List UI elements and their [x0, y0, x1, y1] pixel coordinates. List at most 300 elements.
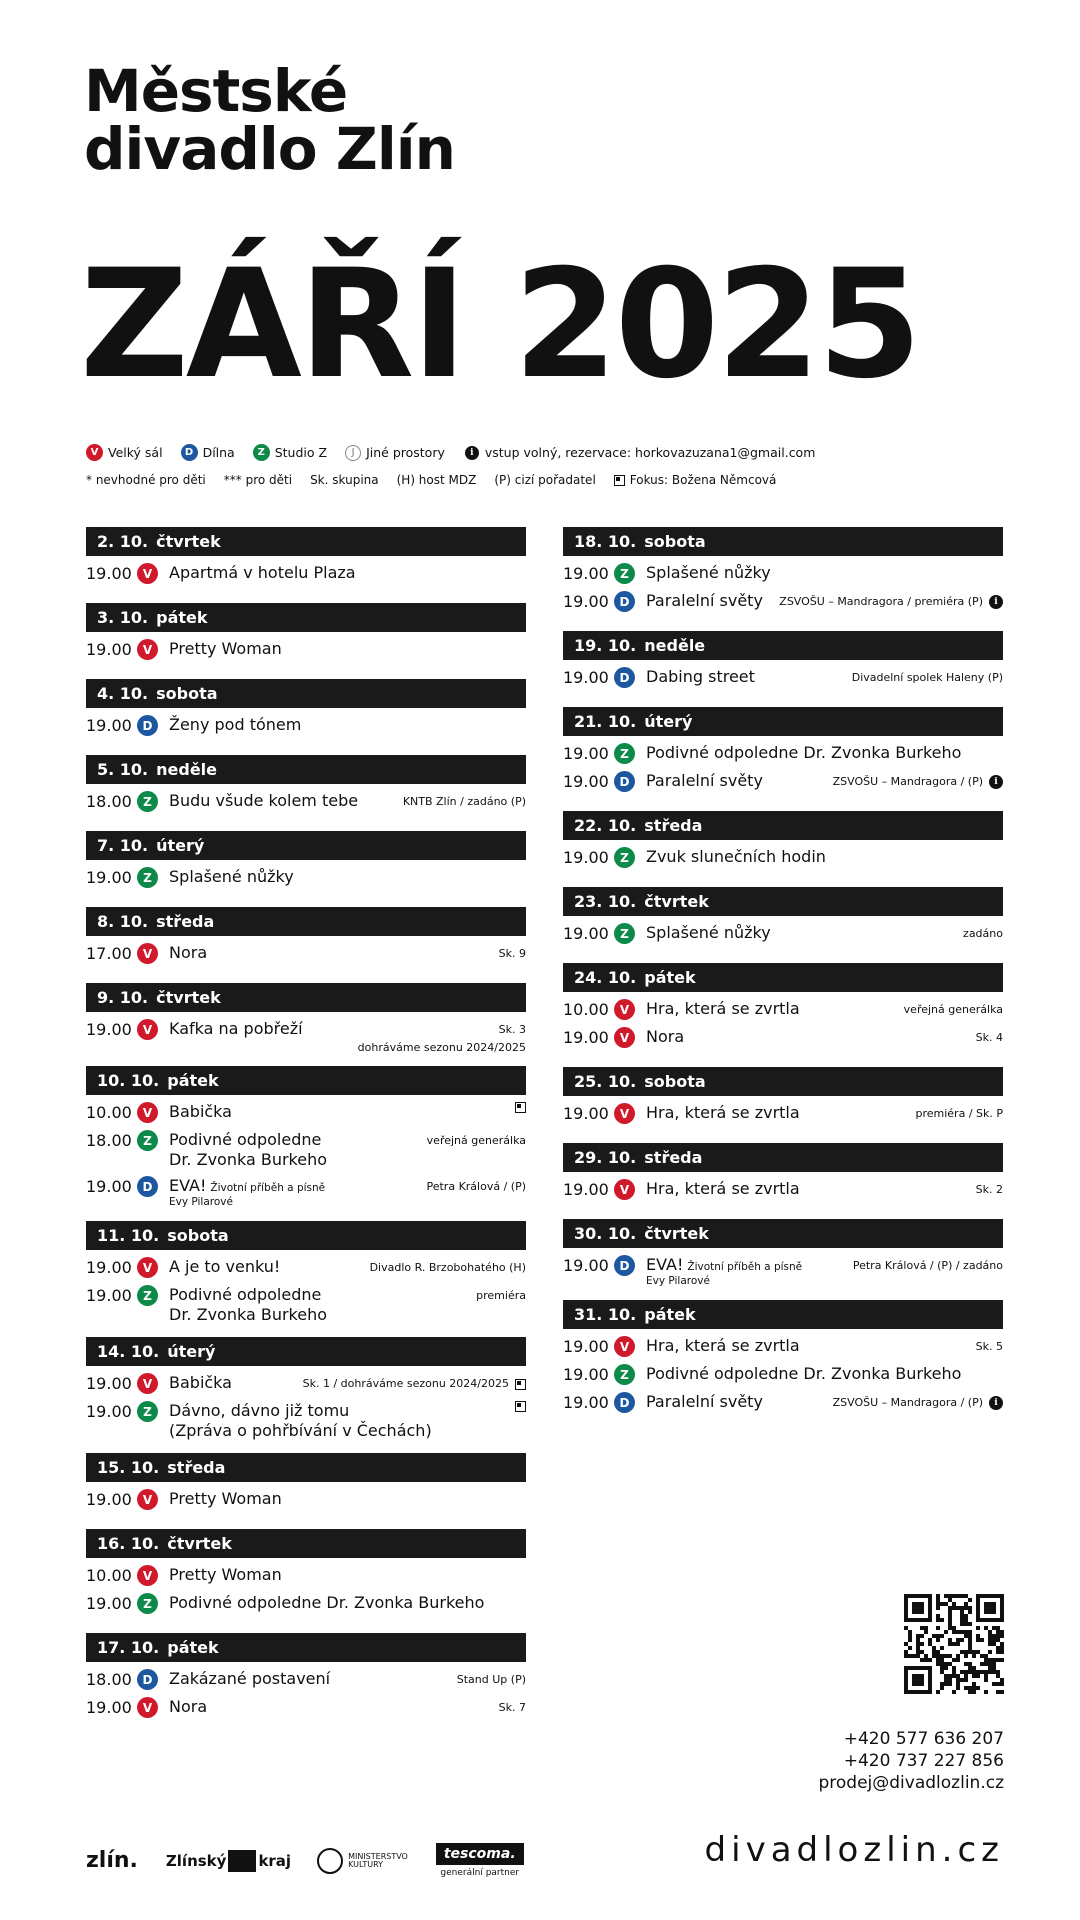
event-note-text: premiéra / Sk. P: [915, 1107, 1003, 1120]
event-time: 19.00: [563, 668, 609, 687]
legend-item-dilna: [181, 444, 235, 461]
qr-module: [952, 1674, 956, 1678]
event-title: Nora: [646, 1027, 685, 1046]
event-row[interactable]: [563, 1336, 1003, 1364]
legend-info-text: vstup volný, rezervace: horkovazuzana1@gmail.com: [484, 445, 816, 460]
qr-module: [940, 1658, 944, 1662]
qr-module: [996, 1638, 1000, 1642]
event-time: 18.00: [86, 1670, 132, 1689]
qr-module: [972, 1690, 976, 1694]
qr-module: [952, 1690, 956, 1694]
event-note: [904, 999, 1003, 1021]
tescoma-logo-text: tescoma.: [436, 1843, 524, 1865]
qr-module: [936, 1658, 940, 1662]
focus-icon: [614, 475, 625, 486]
event-title-block: [169, 1257, 370, 1277]
qr-module: [936, 1598, 940, 1602]
qr-module: [964, 1650, 968, 1654]
event-title: Pretty Woman: [169, 1489, 282, 1508]
day-weekday: pátek: [644, 968, 696, 987]
qr-module: [972, 1686, 976, 1690]
qr-module: [964, 1634, 968, 1638]
event-row[interactable]: [563, 1179, 1003, 1207]
event-time: 10.00: [563, 1000, 609, 1019]
day-weekday: středa: [156, 912, 215, 931]
qr-module: [960, 1630, 964, 1634]
venue-z-icon: Z: [614, 1364, 635, 1385]
day-weekday: úterý: [167, 1342, 216, 1361]
info-icon: i: [989, 1396, 1003, 1410]
qr-module: [996, 1682, 1000, 1686]
qr-module: [936, 1650, 940, 1654]
legend-item-velky-sal: [86, 444, 163, 461]
qr-module: [936, 1618, 940, 1622]
qr-module: [972, 1674, 976, 1678]
event-time: 10.00: [86, 1103, 132, 1122]
event-title-block: [646, 563, 1003, 583]
qr-module: [984, 1626, 988, 1630]
event-title: Babička: [169, 1373, 232, 1392]
venue-d-icon: D: [614, 591, 635, 612]
qr-module: [908, 1654, 912, 1658]
event-row[interactable]: [563, 743, 1003, 771]
event-row[interactable]: [86, 1102, 526, 1130]
day-date: 19. 10.: [574, 636, 637, 655]
event-time: 19.00: [563, 1365, 609, 1384]
event-title: Paralelní světy: [646, 1392, 763, 1411]
event-title-block: [646, 847, 1003, 867]
qr-finder-core: [912, 1602, 924, 1614]
event-time: 19.00: [86, 1020, 132, 1039]
tescoma-logo: [436, 1843, 524, 1878]
event-note-text: veřejná generálka: [426, 1134, 526, 1147]
venue-z-icon: Z: [614, 847, 635, 868]
qr-module: [996, 1646, 1000, 1650]
event-title-block: [646, 667, 852, 687]
event-row[interactable]: [86, 1176, 526, 1209]
event-time: 19.00: [86, 640, 132, 659]
qr-module: [1000, 1642, 1004, 1646]
event-title: Podivné odpoledne Dr. Zvonka Burkeho: [169, 1593, 485, 1612]
event-time: 19.00: [86, 1402, 132, 1421]
event-time: 18.00: [86, 1131, 132, 1150]
qr-module: [964, 1654, 968, 1658]
day-weekday: sobota: [156, 684, 218, 703]
venue-d-icon: D: [137, 1669, 158, 1690]
qr-module: [920, 1658, 924, 1662]
qr-module: [992, 1626, 996, 1630]
event-title-block: [169, 867, 526, 887]
qr-module: [956, 1594, 960, 1598]
day-date: 11. 10.: [97, 1226, 160, 1245]
day-block: [86, 831, 526, 895]
day-date: 7. 10.: [97, 836, 149, 855]
ministry-emblem-icon: [317, 1848, 343, 1874]
kraj-box-icon: [228, 1850, 256, 1872]
venue-z-icon: Z: [137, 1130, 158, 1151]
qr-module: [968, 1690, 972, 1694]
event-title: Ženy pod tónem: [169, 715, 302, 734]
qr-module: [948, 1638, 952, 1642]
qr-module: [904, 1642, 908, 1646]
qr-module: [932, 1654, 936, 1658]
event-time: 19.00: [563, 1393, 609, 1412]
event-note: [976, 1179, 1003, 1201]
qr-module: [976, 1650, 980, 1654]
qr-module: [928, 1642, 932, 1646]
day-header: [563, 707, 1003, 736]
qr-module: [948, 1618, 952, 1622]
qr-module: [948, 1642, 952, 1646]
qr-module: [1000, 1658, 1004, 1662]
event-time: 19.00: [563, 564, 609, 583]
event-time: 19.00: [86, 868, 132, 887]
qr-module: [968, 1662, 972, 1666]
qr-module: [996, 1670, 1000, 1674]
ministry-line2: KULTURY: [348, 1859, 383, 1869]
qr-module: [964, 1630, 968, 1634]
event-title-block: [169, 563, 526, 583]
qr-module: [980, 1670, 984, 1674]
venue-v-icon: V: [137, 1697, 158, 1718]
event-note: [499, 1019, 526, 1041]
website-link[interactable]: divadlozlin.cz: [704, 1830, 1004, 1870]
event-title-2: Dr. Zvonka Burkeho: [169, 1305, 327, 1324]
event-row[interactable]: [563, 591, 1003, 619]
qr-finder-core: [984, 1602, 996, 1614]
qr-module: [1000, 1630, 1004, 1634]
event-row[interactable]: [563, 667, 1003, 695]
event-title-block: [646, 1336, 976, 1356]
org-name-line2: divadlo Zlín: [84, 115, 455, 183]
qr-module: [940, 1602, 944, 1606]
qr-module: [908, 1634, 912, 1638]
event-title: Splašené nůžky: [169, 867, 294, 886]
day-header: [563, 527, 1003, 556]
legend-label: Jiné prostory: [366, 445, 445, 460]
event-title: Paralelní světy: [646, 591, 763, 610]
event-subtitle: Životní příběh a písně: [210, 1182, 326, 1194]
qr-module: [992, 1670, 996, 1674]
contact-block: [818, 1728, 1004, 1794]
qr-module: [1000, 1650, 1004, 1654]
venue-d-icon: D: [614, 667, 635, 688]
qr-module: [996, 1626, 1000, 1630]
venue-v-icon: V: [137, 943, 158, 964]
event-note-text: veřejná generálka: [903, 1003, 1003, 1016]
day-date: 24. 10.: [574, 968, 637, 987]
event-title-block: [646, 1364, 1003, 1384]
qr-module: [988, 1630, 992, 1634]
qr-module: [996, 1650, 1000, 1654]
legend-item-studio-z: [253, 444, 327, 461]
venue-d-icon: D: [614, 771, 635, 792]
qr-module: [984, 1662, 988, 1666]
day-weekday: pátek: [644, 1305, 696, 1324]
email-link[interactable]: prodej@divadlozlin.cz: [818, 1773, 1004, 1793]
qr-module: [948, 1682, 952, 1686]
day-block: [563, 1219, 1003, 1288]
event-title-block: [169, 1697, 499, 1717]
event-title: EVA!: [646, 1255, 684, 1274]
tescoma-caption: generální partner: [440, 1868, 520, 1878]
event-note-text: Sk. 4: [975, 1031, 1003, 1044]
qr-module: [980, 1654, 984, 1658]
day-block: [86, 1221, 526, 1325]
event-title: Kafka na pobřeží: [169, 1019, 303, 1038]
day-weekday: čtvrtek: [644, 1224, 709, 1243]
qr-module: [920, 1634, 924, 1638]
event-title-block: [169, 1669, 457, 1689]
event-note-2: dohráváme sezonu 2024/2025: [357, 1041, 526, 1054]
event-title: Hra, která se zvrtla: [646, 1179, 800, 1198]
event-title: Podivné odpoledne Dr. Zvonka Burkeho: [646, 1364, 962, 1383]
event-row[interactable]: [86, 639, 526, 667]
focus-icon: [515, 1102, 526, 1113]
event-row[interactable]: [86, 1669, 526, 1697]
qr-module: [916, 1642, 920, 1646]
ministry-line1: MINISTERSTVO: [348, 1851, 408, 1861]
qr-module: [964, 1618, 968, 1622]
qr-module: [952, 1658, 956, 1662]
legend-note: Sk. skupina: [310, 473, 379, 487]
day-header: [86, 907, 526, 936]
event-note: [915, 1103, 1003, 1125]
schedule-column-right: [563, 527, 1003, 1432]
event-row[interactable]: [86, 867, 526, 895]
qr-module: [956, 1658, 960, 1662]
qr-module: [984, 1670, 988, 1674]
qr-module: [976, 1674, 980, 1678]
qr-module: [952, 1594, 956, 1598]
qr-module: [960, 1670, 964, 1674]
event-subtitle-2: Evy Pilarové: [646, 1275, 710, 1287]
venue-legend: [86, 444, 833, 461]
day-block: [86, 1337, 526, 1441]
qr-module: [948, 1610, 952, 1614]
day-header: [563, 1219, 1003, 1248]
event-title: Podivné odpoledne: [169, 1130, 322, 1149]
qr-module: [928, 1658, 932, 1662]
kraj-right-text: kraj: [258, 1851, 292, 1870]
event-title: Hra, která se zvrtla: [646, 1103, 800, 1122]
event-row[interactable]: [86, 1373, 526, 1401]
event-title-block: [169, 1130, 427, 1170]
day-block: [563, 1143, 1003, 1207]
qr-module: [904, 1654, 908, 1658]
day-weekday: středa: [167, 1458, 226, 1477]
qr-module: [936, 1638, 940, 1642]
event-title-block: [169, 1593, 526, 1613]
event-row[interactable]: [563, 1392, 1003, 1420]
event-time: 19.00: [563, 744, 609, 763]
event-time: 18.00: [86, 792, 132, 811]
qr-module: [924, 1630, 928, 1634]
event-time: 19.00: [563, 848, 609, 867]
qr-module: [904, 1626, 908, 1630]
event-title: Paralelní světy: [646, 771, 763, 790]
qr-module: [944, 1666, 948, 1670]
day-header: [563, 1143, 1003, 1172]
qr-module: [976, 1638, 980, 1642]
qr-module: [976, 1670, 980, 1674]
qr-module: [964, 1622, 968, 1626]
day-header: [86, 983, 526, 1012]
qr-module: [968, 1670, 972, 1674]
event-title: Budu všude kolem tebe: [169, 791, 359, 810]
event-title: Apartmá v hotelu Plaza: [169, 563, 356, 582]
event-title-block: [169, 1373, 303, 1393]
qr-module: [904, 1650, 908, 1654]
day-header: [86, 1633, 526, 1662]
event-time: 19.00: [563, 924, 609, 943]
qr-module: [940, 1682, 944, 1686]
event-title: Babička: [169, 1102, 232, 1121]
legend-item-jine-prostory: [345, 445, 445, 461]
event-note: [779, 591, 1003, 613]
phone-1[interactable]: +420 577 636 207: [843, 1729, 1004, 1749]
event-row[interactable]: [86, 715, 526, 743]
day-date: 2. 10.: [97, 532, 149, 551]
event-row[interactable]: [86, 563, 526, 591]
event-row[interactable]: [86, 943, 526, 971]
event-row[interactable]: [563, 999, 1003, 1027]
event-note: [370, 1257, 526, 1279]
venue-v-icon: V: [137, 639, 158, 660]
venue-d-icon: D: [137, 1176, 158, 1197]
day-date: 17. 10.: [97, 1638, 160, 1657]
qr-module: [980, 1662, 984, 1666]
event-title-line: [646, 1255, 853, 1275]
qr-code[interactable]: [904, 1594, 1004, 1694]
event-note-text: Divadelní spolek Haleny (P): [851, 671, 1003, 684]
day-weekday: čtvrtek: [156, 988, 221, 1007]
qr-module: [988, 1642, 992, 1646]
event-row[interactable]: [563, 1364, 1003, 1392]
qr-module: [964, 1614, 968, 1618]
qr-module: [944, 1678, 948, 1682]
qr-module: [916, 1654, 920, 1658]
venue-v-icon: V: [614, 1336, 635, 1357]
qr-module: [964, 1678, 968, 1682]
notes-legend: [86, 473, 812, 487]
day-date: 31. 10.: [574, 1305, 637, 1324]
event-note: [963, 923, 1003, 945]
day-header: [86, 1453, 526, 1482]
event-row[interactable]: [86, 1489, 526, 1517]
day-header: [563, 1067, 1003, 1096]
qr-module: [936, 1662, 940, 1666]
event-row[interactable]: [563, 1255, 1003, 1288]
qr-module: [984, 1674, 988, 1678]
event-row[interactable]: [563, 847, 1003, 875]
event-title-block: [646, 1103, 915, 1123]
qr-module: [908, 1630, 912, 1634]
event-title: Hra, která se zvrtla: [646, 1336, 800, 1355]
focus-icon: [515, 1379, 526, 1390]
day-header: [86, 679, 526, 708]
event-row[interactable]: [563, 563, 1003, 591]
event-row[interactable]: [86, 1130, 526, 1170]
day-block: [86, 1453, 526, 1517]
event-title: Nora: [169, 943, 208, 962]
theatre-logo: [84, 57, 455, 183]
event-note: [476, 1285, 526, 1307]
qr-module: [956, 1630, 960, 1634]
day-weekday: neděle: [644, 636, 706, 655]
qr-module: [940, 1634, 944, 1638]
event-row[interactable]: [563, 1103, 1003, 1131]
event-row[interactable]: [86, 1593, 526, 1621]
event-note: [499, 1697, 526, 1719]
event-row[interactable]: [86, 1697, 526, 1725]
event-note-text: premiéra: [476, 1289, 526, 1302]
event-note-text: Petra Králová / (P): [426, 1180, 526, 1193]
qr-module: [992, 1642, 996, 1646]
event-note-text: ZSVOŠU – Mandragora / premiéra (P): [779, 595, 983, 608]
qr-module: [924, 1654, 928, 1658]
legend-focus: [614, 473, 795, 487]
day-header: [86, 1337, 526, 1366]
qr-module: [940, 1670, 944, 1674]
qr-module: [952, 1630, 956, 1634]
qr-module: [956, 1654, 960, 1658]
venue-z-icon: Z: [137, 1285, 158, 1306]
qr-module: [956, 1686, 960, 1690]
qr-module: [948, 1594, 952, 1598]
qr-module: [992, 1662, 996, 1666]
schedule-column-left: [86, 527, 526, 1737]
info-icon: i: [989, 595, 1003, 609]
day-date: 22. 10.: [574, 816, 637, 835]
legend-note: * nevhodné pro děti: [86, 473, 206, 487]
qr-module: [936, 1690, 940, 1694]
event-row[interactable]: [86, 1565, 526, 1593]
venue-z-icon: Z: [253, 444, 270, 461]
venue-z-icon: Z: [614, 923, 635, 944]
day-date: 18. 10.: [574, 532, 637, 551]
qr-module: [960, 1650, 964, 1654]
event-row[interactable]: [86, 1257, 526, 1285]
event-row[interactable]: [86, 791, 526, 819]
qr-module: [932, 1646, 936, 1650]
event-subtitle-2: Evy Pilarové: [169, 1196, 233, 1208]
event-title: Pretty Woman: [169, 1565, 282, 1584]
qr-module: [968, 1598, 972, 1602]
event-note: [457, 1669, 526, 1691]
phone-2[interactable]: +420 737 227 856: [843, 1751, 1004, 1771]
venue-v-icon: V: [137, 1489, 158, 1510]
event-row[interactable]: [86, 1285, 526, 1325]
event-title: EVA!: [169, 1176, 207, 1195]
event-time: 19.00: [86, 1286, 132, 1305]
event-row[interactable]: [563, 1027, 1003, 1055]
qr-module: [948, 1662, 952, 1666]
event-title-block: [169, 1489, 526, 1509]
event-row[interactable]: [563, 923, 1003, 951]
day-date: 29. 10.: [574, 1148, 637, 1167]
qr-module: [940, 1686, 944, 1690]
day-date: 23. 10.: [574, 892, 637, 911]
event-note: [833, 771, 1003, 793]
event-row[interactable]: [563, 771, 1003, 799]
event-note: [852, 667, 1003, 689]
event-title-block: [646, 1255, 853, 1288]
qr-module: [968, 1606, 972, 1610]
event-time: 19.00: [563, 1256, 609, 1275]
event-row[interactable]: [86, 1401, 526, 1441]
qr-module: [944, 1654, 948, 1658]
